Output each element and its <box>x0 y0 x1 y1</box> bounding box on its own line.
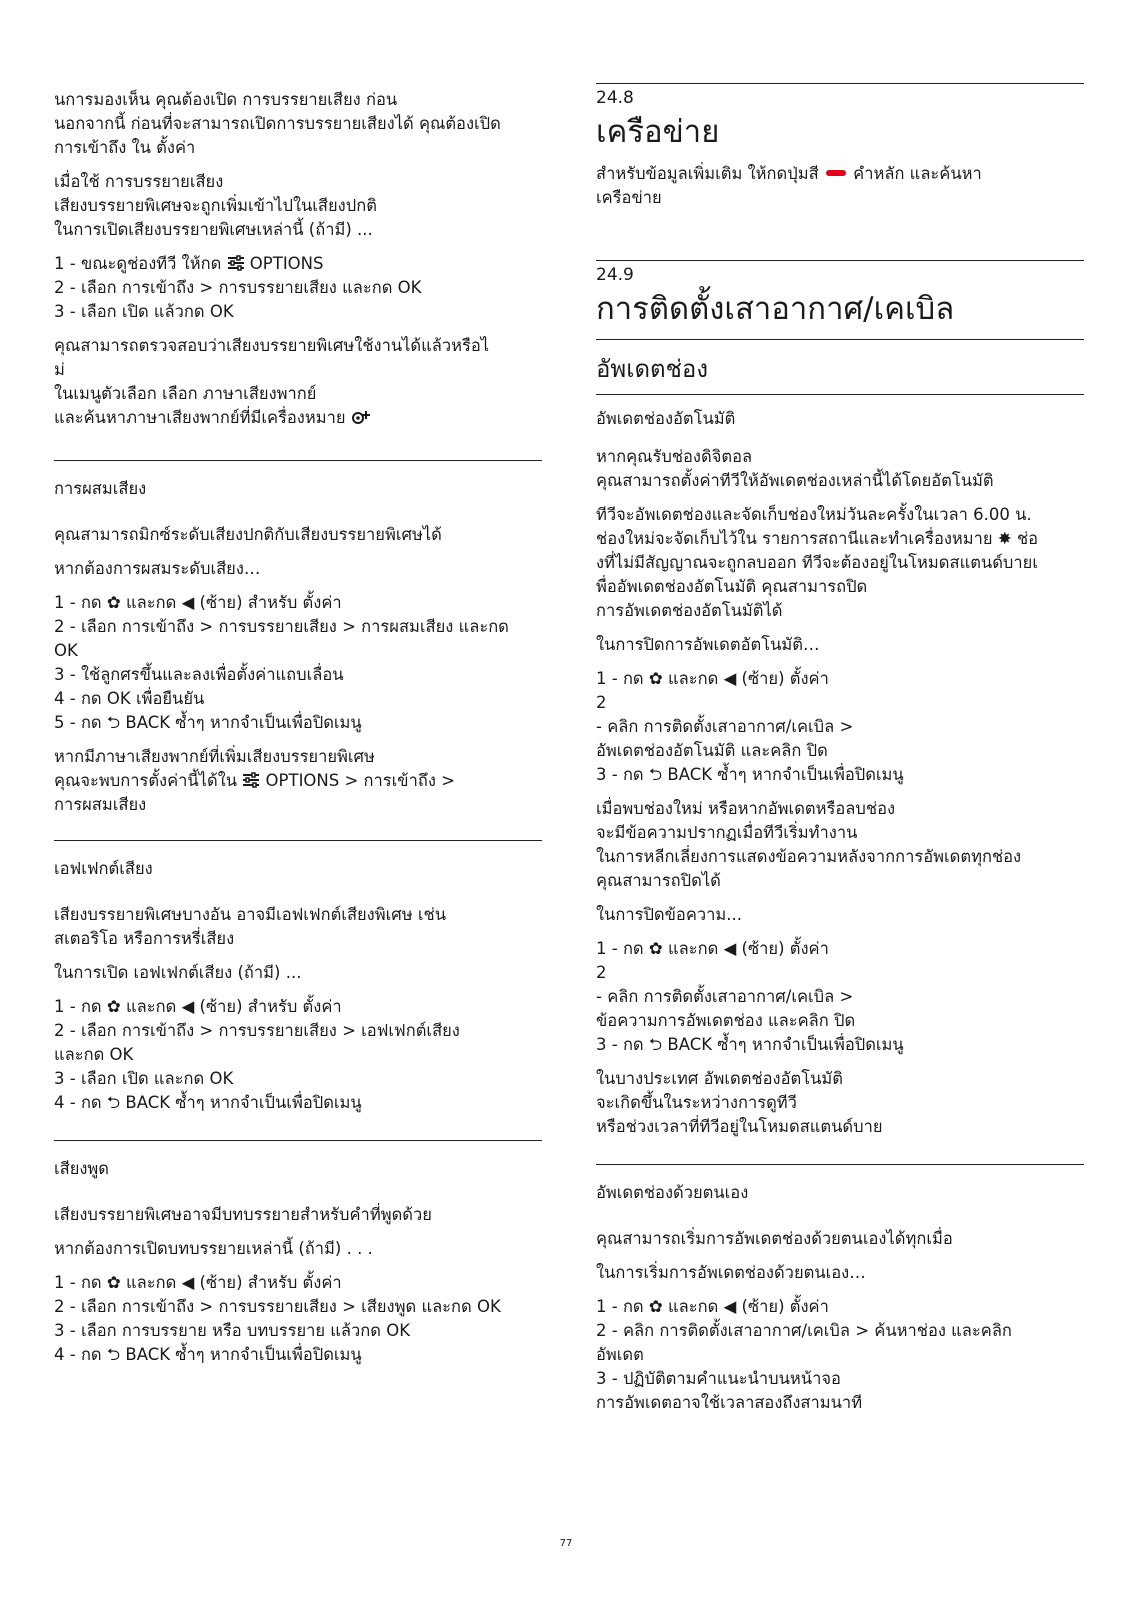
section-title: เครือข่าย <box>596 114 720 150</box>
step-4: 4 - กด OK เพื่อยืนยัน <box>54 689 205 708</box>
section-title: การติดตั้งเสาอากาศ/เคเบิล <box>596 291 955 327</box>
network-section <box>596 83 1084 220</box>
step-2-cont: ข้อความการอัพเดตช่อง และคลิก ปิด <box>596 1011 856 1030</box>
text-line: งที่ไม่มีสัญญาณจะถูกลบออก ทีวีจะต้องอยู่ในโหมดสแตนด์บายเ <box>596 553 1038 572</box>
manual-update-steps <box>596 1295 1084 1415</box>
section-divider <box>54 460 542 461</box>
audio-effects-section <box>54 840 542 1125</box>
intro-paragraph <box>54 88 542 160</box>
paragraph: ในการเปิด เอฟเฟกต์เสียง (ถ้ามี) ... <box>54 963 302 982</box>
step-text: 1 - กด <box>596 669 644 688</box>
section-divider <box>54 1140 542 1141</box>
gear-icon: ✿ <box>106 593 121 612</box>
speech-steps <box>54 1271 542 1367</box>
when-paragraph <box>54 170 542 242</box>
step-text: 1 - ขณะดูช่องทีวี ให้กด <box>54 254 222 273</box>
step-text: (ซ้าย) ตั้งค่า <box>741 669 829 688</box>
star-icon: ✸ <box>997 529 1012 548</box>
text-line: ช่อ <box>1016 529 1039 548</box>
step-4 <box>54 1343 542 1367</box>
effect-steps <box>54 995 542 1115</box>
section-title: เอฟเฟกต์เสียง <box>54 859 153 878</box>
step-1 <box>54 252 542 276</box>
options-icon <box>227 255 245 271</box>
text-line: จะเกิดขึ้นในระหว่างการดูทีวี <box>596 1093 797 1112</box>
text-line: หากมีภาษาเสียงพากย์ที่เพิ่มเสียงบรรยายพิเศษ <box>54 747 375 766</box>
step-1 <box>596 937 1084 961</box>
section-number: 24.9 <box>596 265 634 285</box>
text-line: เมื่อพบช่องใหม่ หรือหากอัพเดตหรือลบช่อง <box>596 799 896 818</box>
step-text: 3 - กด <box>596 1035 644 1054</box>
paragraph: คุณสามารถมิกซ์ระดับเสียงปกติกับเสียงบรรยายพิเศษได้ <box>54 525 442 544</box>
step-2-cont: อัพเดตช่องอัตโนมัติ และคลิก ปิด <box>596 741 828 760</box>
step-2-cont: อัพเดต <box>596 1345 644 1364</box>
text-line: หรือช่วงเวลาที่ทีวีอยู่ในโหมดสแตนด์บาย <box>596 1117 883 1136</box>
step-text: (ซ้าย) สำหรับ ตั้งค่า <box>199 1273 342 1292</box>
step-text: 1 - กด <box>54 1273 102 1292</box>
step-text: และกด <box>125 1273 177 1292</box>
text-line: จะมีข้อความปรากฏเมื่อทีวีเริ่มทำงาน <box>596 823 858 842</box>
left-arrow-icon: ◀ <box>723 939 737 958</box>
step-2-cont: OK <box>54 641 78 660</box>
step-5 <box>54 711 542 735</box>
step-text: 4 - กด <box>54 1093 102 1112</box>
step-text: และกด <box>667 1297 719 1316</box>
mix-steps <box>54 591 542 735</box>
auto-update-title: อัพเดตช่องอัตโนมัติ <box>596 409 736 428</box>
step-2: 2 - เลือก การเข้าถึง > การบรรยายเสียง > เอฟเฟกต์เสียง <box>54 1021 460 1040</box>
step-text: 3 - กด <box>596 765 644 784</box>
disable-message-steps <box>596 937 1084 1057</box>
text-line: ในการเปิดเสียงบรรยายพิเศษเหล่านี้ (ถ้ามี) ... <box>54 220 373 239</box>
step-text: (ซ้าย) สำหรับ ตั้งค่า <box>199 593 342 612</box>
section-divider <box>596 260 1084 261</box>
step-text: BACK ซ้ำๆ หากจำเป็นเพื่อปิดเมนู <box>667 1035 904 1054</box>
step-text: BACK ซ้ำๆ หากจำเป็นเพื่อปิดเมนู <box>125 1093 362 1112</box>
step-text: 1 - กด <box>54 593 102 612</box>
section-title: อัพเดตช่องด้วยตนเอง <box>596 1183 749 1202</box>
text-line: พื่ออัพเดตช่องอัตโนมัติ คุณสามารถปิด <box>596 577 868 596</box>
step-1 <box>54 1271 542 1295</box>
back-icon: ⮌ <box>106 1345 121 1364</box>
paragraph: ในการเริ่มการอัพเดตช่องด้วยตนเอง… <box>596 1263 866 1282</box>
paragraph <box>596 445 1084 493</box>
text-line: การเข้าถึง ใน ตั้งค่า <box>54 138 196 157</box>
text-line: เสียงบรรยายพิเศษบางอัน อาจมีเอฟเฟกต์เสียงพิเศษ เช่น <box>54 905 446 924</box>
step-text: (ซ้าย) สำหรับ ตั้งค่า <box>199 997 342 1016</box>
paragraph <box>596 1067 1084 1139</box>
step-text: 1 - กด <box>596 939 644 958</box>
section-title: การผสมเสียง <box>54 479 147 498</box>
paragraph <box>54 903 542 951</box>
step-text: (ซ้าย) ตั้งค่า <box>741 939 829 958</box>
paragraph: เสียงบรรยายพิเศษอาจมีบทบรรยายสำหรับคำที่พูดด้วย <box>54 1205 432 1224</box>
text-line: การอัพเดตช่องอัตโนมัติได้ <box>596 601 783 620</box>
step-3-cont: การอัพเดตอาจใช้เวลาสองถึงสามนาที <box>596 1393 863 1412</box>
step-1 <box>54 591 542 615</box>
step-2: 2 - เลือก การเข้าถึง > การบรรยายเสียง > การผสมเสียง และกด <box>54 617 509 636</box>
back-icon: ⮌ <box>648 765 663 784</box>
text-line: คุณสามารถตรวจสอบว่าเสียงบรรยายพิเศษใช้งานได้แล้วหรือไ <box>54 336 490 355</box>
antenna-section <box>596 260 1084 1149</box>
step-1 <box>596 667 1084 691</box>
text-line: คุณจะพบการตั้งค่านี้ได้ใน <box>54 771 238 790</box>
gear-icon: ✿ <box>648 939 663 958</box>
subsection-title: อัพเดตช่อง <box>596 355 709 383</box>
step-3: 3 - เลือก การบรรยาย หรือ บทบรรยาย แล้วกด OK <box>54 1321 411 1340</box>
page-number: 77 <box>559 1538 573 1549</box>
step-text: 1 - กด <box>596 1297 644 1316</box>
step-2: 2 - เลือก การเข้าถึง > การบรรยายเสียง > เสียงพูด และกด OK <box>54 1297 501 1316</box>
step-4 <box>54 1091 542 1115</box>
audio-description-icon <box>351 409 371 425</box>
back-icon: ⮌ <box>106 1093 121 1112</box>
text-line: เมื่อใช้ การบรรยายเสียง <box>54 172 224 191</box>
section-number: 24.8 <box>596 88 634 108</box>
step-3 <box>596 1033 1084 1057</box>
gear-icon: ✿ <box>648 1297 663 1316</box>
section-divider <box>596 83 1084 84</box>
paragraph: ในการปิดการอัพเดตอัตโนมัติ… <box>596 635 820 654</box>
gear-icon: ✿ <box>106 1273 121 1292</box>
text-line: นอกจากนี้ ก่อนที่จะสามารถเปิดการบรรยายเสียงได้ คุณต้องเปิด <box>54 114 501 133</box>
step-1 <box>596 1295 1084 1319</box>
paragraph <box>596 797 1084 893</box>
left-arrow-icon: ◀ <box>181 593 195 612</box>
left-column <box>54 88 542 440</box>
back-icon: ⮌ <box>106 713 121 732</box>
text-line: และค้นหาภาษาเสียงพากย์ที่มีเครื่องหมาย <box>54 408 346 427</box>
back-icon: ⮌ <box>648 1035 663 1054</box>
open-audio-description-steps <box>54 252 542 324</box>
check-paragraph <box>54 334 542 430</box>
left-arrow-icon: ◀ <box>723 1297 737 1316</box>
paragraph <box>596 162 1084 210</box>
section-divider <box>596 339 1084 340</box>
text-line: เสียงบรรยายพิเศษจะถูกเพิ่มเข้าไปในเสียงปกติ <box>54 196 377 215</box>
text-line: สำหรับข้อมูลเพิ่มเติม ให้กดปุ่มสี <box>596 164 819 183</box>
paragraph: คุณสามารถเริ่มการอัพเดตช่องด้วยตนเองได้ทุกเมื่อ <box>596 1229 953 1248</box>
step-text: และกด <box>667 939 719 958</box>
step-1 <box>54 995 542 1019</box>
disable-auto-update-steps <box>596 667 1084 787</box>
audio-mix-section <box>54 460 542 827</box>
text-line: ในบางประเทศ อัพเดตช่องอัตโนมัติ <box>596 1069 843 1088</box>
text-line: คุณสามารถปิดได้ <box>596 871 721 890</box>
text-line: OPTIONS > การเข้าถึง > <box>265 771 455 790</box>
paragraph: หากต้องการเปิดบทบรรยายเหล่านี้ (ถ้ามี) . . . <box>54 1239 373 1258</box>
paragraph: ในการปิดข้อความ... <box>596 905 743 924</box>
step-3: 3 - เลือก เปิด แล้วกด OK <box>54 302 234 321</box>
text-line: นการมองเห็น คุณต้องเปิด การบรรยายเสียง ก่อน <box>54 90 398 109</box>
step-2-cont: และกด OK <box>54 1045 134 1064</box>
step-text: และกด <box>125 997 177 1016</box>
text-line: ช่องใหม่จะจัดเก็บไว้ใน รายการสถานีและทำเครื่องหมาย <box>596 529 993 548</box>
text-line: ม่ <box>54 360 65 379</box>
step-text: 1 - กด <box>54 997 102 1016</box>
section-divider <box>596 394 1084 395</box>
paragraph <box>596 503 1084 623</box>
paragraph: หากต้องการผสมระดับเสียง… <box>54 559 261 578</box>
section-divider <box>596 1164 1084 1165</box>
text-line: คำหลัก และค้นหา <box>853 164 982 183</box>
text-line: ในการหลีกเลี่ยงการแสดงข้อความหลังจากการอัพเดตทุกช่อง <box>596 847 1022 866</box>
step-text: (ซ้าย) ตั้งค่า <box>741 1297 829 1316</box>
step-text: BACK ซ้ำๆ หากจำเป็นเพื่อปิดเมนู <box>667 765 904 784</box>
manual-update-section <box>596 1164 1084 1425</box>
step-text: BACK ซ้ำๆ หากจำเป็นเพื่อปิดเมนู <box>125 1345 362 1364</box>
left-arrow-icon: ◀ <box>181 997 195 1016</box>
step-3: 3 - เลือก เปิด และกด OK <box>54 1069 234 1088</box>
red-key-icon <box>826 170 846 176</box>
section-title: เสียงพูด <box>54 1159 110 1178</box>
step-text: และกด <box>125 593 177 612</box>
step-3: 3 - ปฏิบัติตามคำแนะนำบนหน้าจอ <box>596 1369 841 1388</box>
step-2-cont: - คลิก การติดตั้งเสาอากาศ/เคเบิล > <box>596 987 854 1006</box>
step-2: 2 <box>596 963 607 982</box>
text-line: สเตอริโอ หรือการหรี่เสียง <box>54 929 235 948</box>
step-text: OPTIONS <box>249 254 324 273</box>
text-line: เครือข่าย <box>596 188 662 207</box>
options-icon <box>242 772 260 788</box>
step-text: 4 - กด <box>54 1345 102 1364</box>
step-3 <box>596 763 1084 787</box>
step-2-cont: - คลิก การติดตั้งเสาอากาศ/เคเบิล > <box>596 717 854 736</box>
speech-section <box>54 1140 542 1377</box>
step-2: 2 <box>596 693 607 712</box>
text-line: คุณสามารถตั้งค่าทีวีให้อัพเดตช่องเหล่านี้ได้โดยอัตโนมัติ <box>596 471 994 490</box>
step-text: และกด <box>667 669 719 688</box>
step-3: 3 - ใช้ลูกศรขึ้นและลงเพื่อตั้งค่าแถบเลื่อน <box>54 665 344 684</box>
text-line: การผสมเสียง <box>54 795 147 814</box>
text-line: ในเมนูตัวเลือก เลือก ภาษาเสียงพากย์ <box>54 384 317 403</box>
left-arrow-icon: ◀ <box>181 1273 195 1292</box>
step-text: 5 - กด <box>54 713 102 732</box>
section-divider <box>54 840 542 841</box>
gear-icon: ✿ <box>648 669 663 688</box>
left-arrow-icon: ◀ <box>723 669 737 688</box>
gear-icon: ✿ <box>106 997 121 1016</box>
text-line: หากคุณรับช่องดิจิตอล <box>596 447 753 466</box>
mix-note <box>54 745 542 817</box>
step-text: BACK ซ้ำๆ หากจำเป็นเพื่อปิดเมนู <box>125 713 362 732</box>
step-2: 2 - เลือก การเข้าถึง > การบรรยายเสียง และกด OK <box>54 278 422 297</box>
text-line: ทีวีจะอัพเดตช่องและจัดเก็บช่องใหม่วันละครั้งในเวลา 6.00 น. <box>596 505 1032 524</box>
step-2: 2 - คลิก การติดตั้งเสาอากาศ/เคเบิล > ค้นหาช่อง และคลิก <box>596 1321 1012 1340</box>
